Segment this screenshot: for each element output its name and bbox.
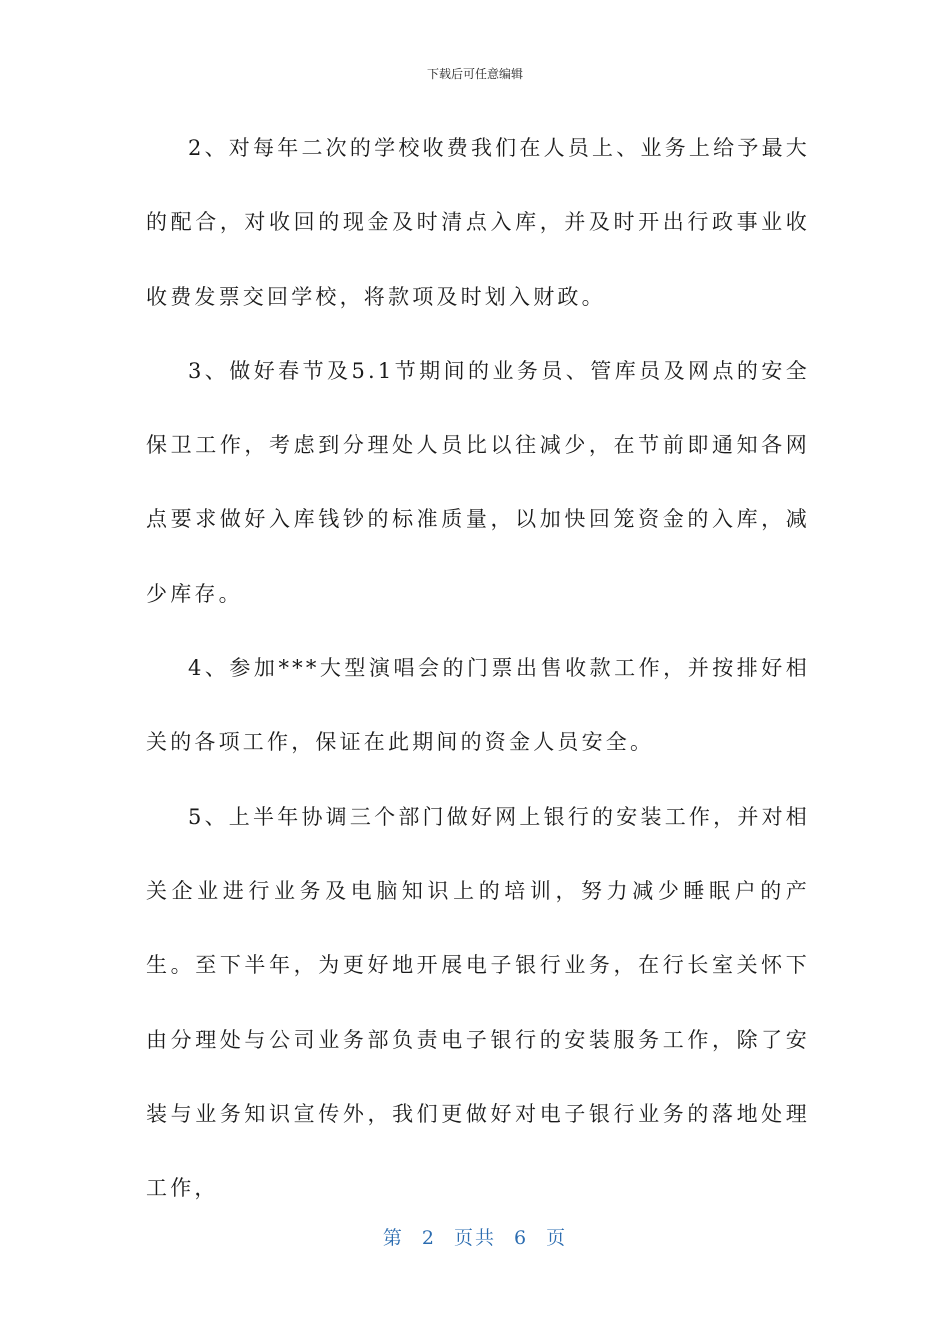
- page-number-footer: 第 2 页共 6 页: [382, 1227, 568, 1249]
- paragraph-item-3: 3、做好春节及5.1节期间的业务员、管库员及网点的安全保卫工作，考虑到分理处人员比以往减少，在节前即通知各网点要求做好入库钱钞的标准质量，以加快回笼资金的入库，减少库存。: [146, 358, 810, 606]
- paragraph-item-5: 5、上半年协调三个部门做好网上银行的安装工作，并对相关企业进行业务及电脑知识上的培训，努力减少睡眠户的产生。至下半年，为更好地开展电子银行业务，在行长室关怀下由分理处与公司业务部负责电子银行的安装服务工作，除了安装与业务知识宣传外，我们更做好对电子银行业务的落地处理工作，: [146, 804, 810, 1201]
- paragraph-item-4: 4、参加***大型演唱会的门票出售收款工作，并按排好相关的各项工作，保证在此期间的资金人员安全。: [146, 656, 810, 755]
- page-header: 下载后可任意编辑: [426, 67, 523, 81]
- document-body: [146, 111, 810, 1225]
- paragraph-item-2: 2、对每年二次的学校收费我们在人员上、业务上给予最大的配合，对收回的现金及时清点入库，并及时开出行政事业收收费发票交回学校，将款项及时划入财政。: [146, 136, 810, 309]
